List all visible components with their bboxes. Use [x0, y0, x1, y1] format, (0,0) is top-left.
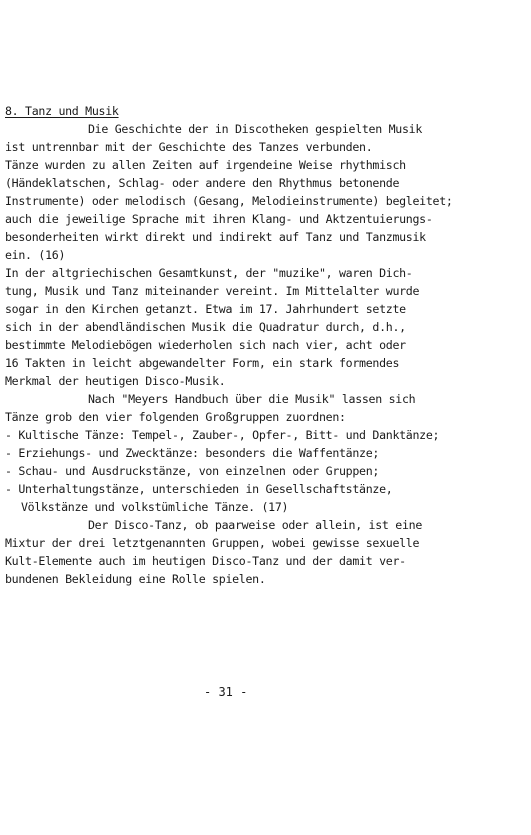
text-line: Merkmal der heutigen Disco-Musik.: [5, 374, 226, 388]
text-line: 16 Takten in leicht abgewandelter Form, ein stark formendes: [5, 356, 400, 370]
text-line: tung, Musik und Tanz miteinander vereint. Im Mittelalter wurde: [5, 284, 420, 298]
text-line: Nach "Meyers Handbuch über die Musik" lassen sich: [88, 392, 416, 406]
text-line: Die Geschichte der in Discotheken gespielten Musik: [88, 122, 423, 136]
text-line: ein. (16): [5, 248, 66, 262]
text-line: ist untrennbar mit der Geschichte des Tanzes verbunden.: [5, 140, 373, 154]
list-item: - Erziehungs- und Zwecktänze: besonders die Waffentänze;: [5, 446, 380, 460]
text-line: bestimmte Melodiebögen wiederholen sich nach vier, acht oder: [5, 338, 406, 352]
text-line: In der altgriechischen Gesamtkunst, der "muzike", waren Dich-: [5, 266, 413, 280]
list-item: - Schau- und Ausdruckstänze, von einzelnen oder Gruppen;: [5, 464, 380, 478]
text-line: Tänze wurden zu allen Zeiten auf irgendeine Weise rhythmisch: [5, 158, 406, 172]
list-item-continuation: Völkstänze und volkstümliche Tänze. (17): [21, 500, 289, 514]
page-number: - 31 -: [204, 685, 248, 699]
text-line: sogar in den Kirchen getanzt. Etwa im 17. Jahrhundert setzte: [5, 302, 406, 316]
text-line: Mixtur der drei letztgenannten Gruppen, wobei gewisse sexuelle: [5, 536, 420, 550]
text-line: auch die jeweilige Sprache mit ihren Klang- und Aktzentuierungs-: [5, 212, 433, 226]
text-line: Tänze grob den vier folgenden Großgruppen zuordnen:: [5, 410, 346, 424]
text-line: bundenen Bekleidung eine Rolle spielen.: [5, 572, 266, 586]
section-heading: 8. Tanz und Musik: [5, 104, 119, 118]
list-item: - Unterhaltungstänze, unterschieden in Gesellschaftstänze,: [5, 482, 393, 496]
text-line: Kult-Elemente auch im heutigen Disco-Tanz und der damit ver-: [5, 554, 406, 568]
text-line: besonderheiten wirkt direkt und indirekt auf Tanz und Tanzmusik: [5, 230, 426, 244]
text-line: (Händeklatschen, Schlag- oder andere den Rhythmus betonende: [5, 176, 400, 190]
list-item: - Kultische Tänze: Tempel-, Zauber-, Opfer-, Bitt- und Danktänze;: [5, 428, 440, 442]
text-line: Instrumente) oder melodisch (Gesang, Melodieinstrumente) begleitet;: [5, 194, 453, 208]
text-line: sich in der abendländischen Musik die Quadratur durch, d.h.,: [5, 320, 406, 334]
text-line: Der Disco-Tanz, ob paarweise oder allein, ist eine: [88, 518, 423, 532]
